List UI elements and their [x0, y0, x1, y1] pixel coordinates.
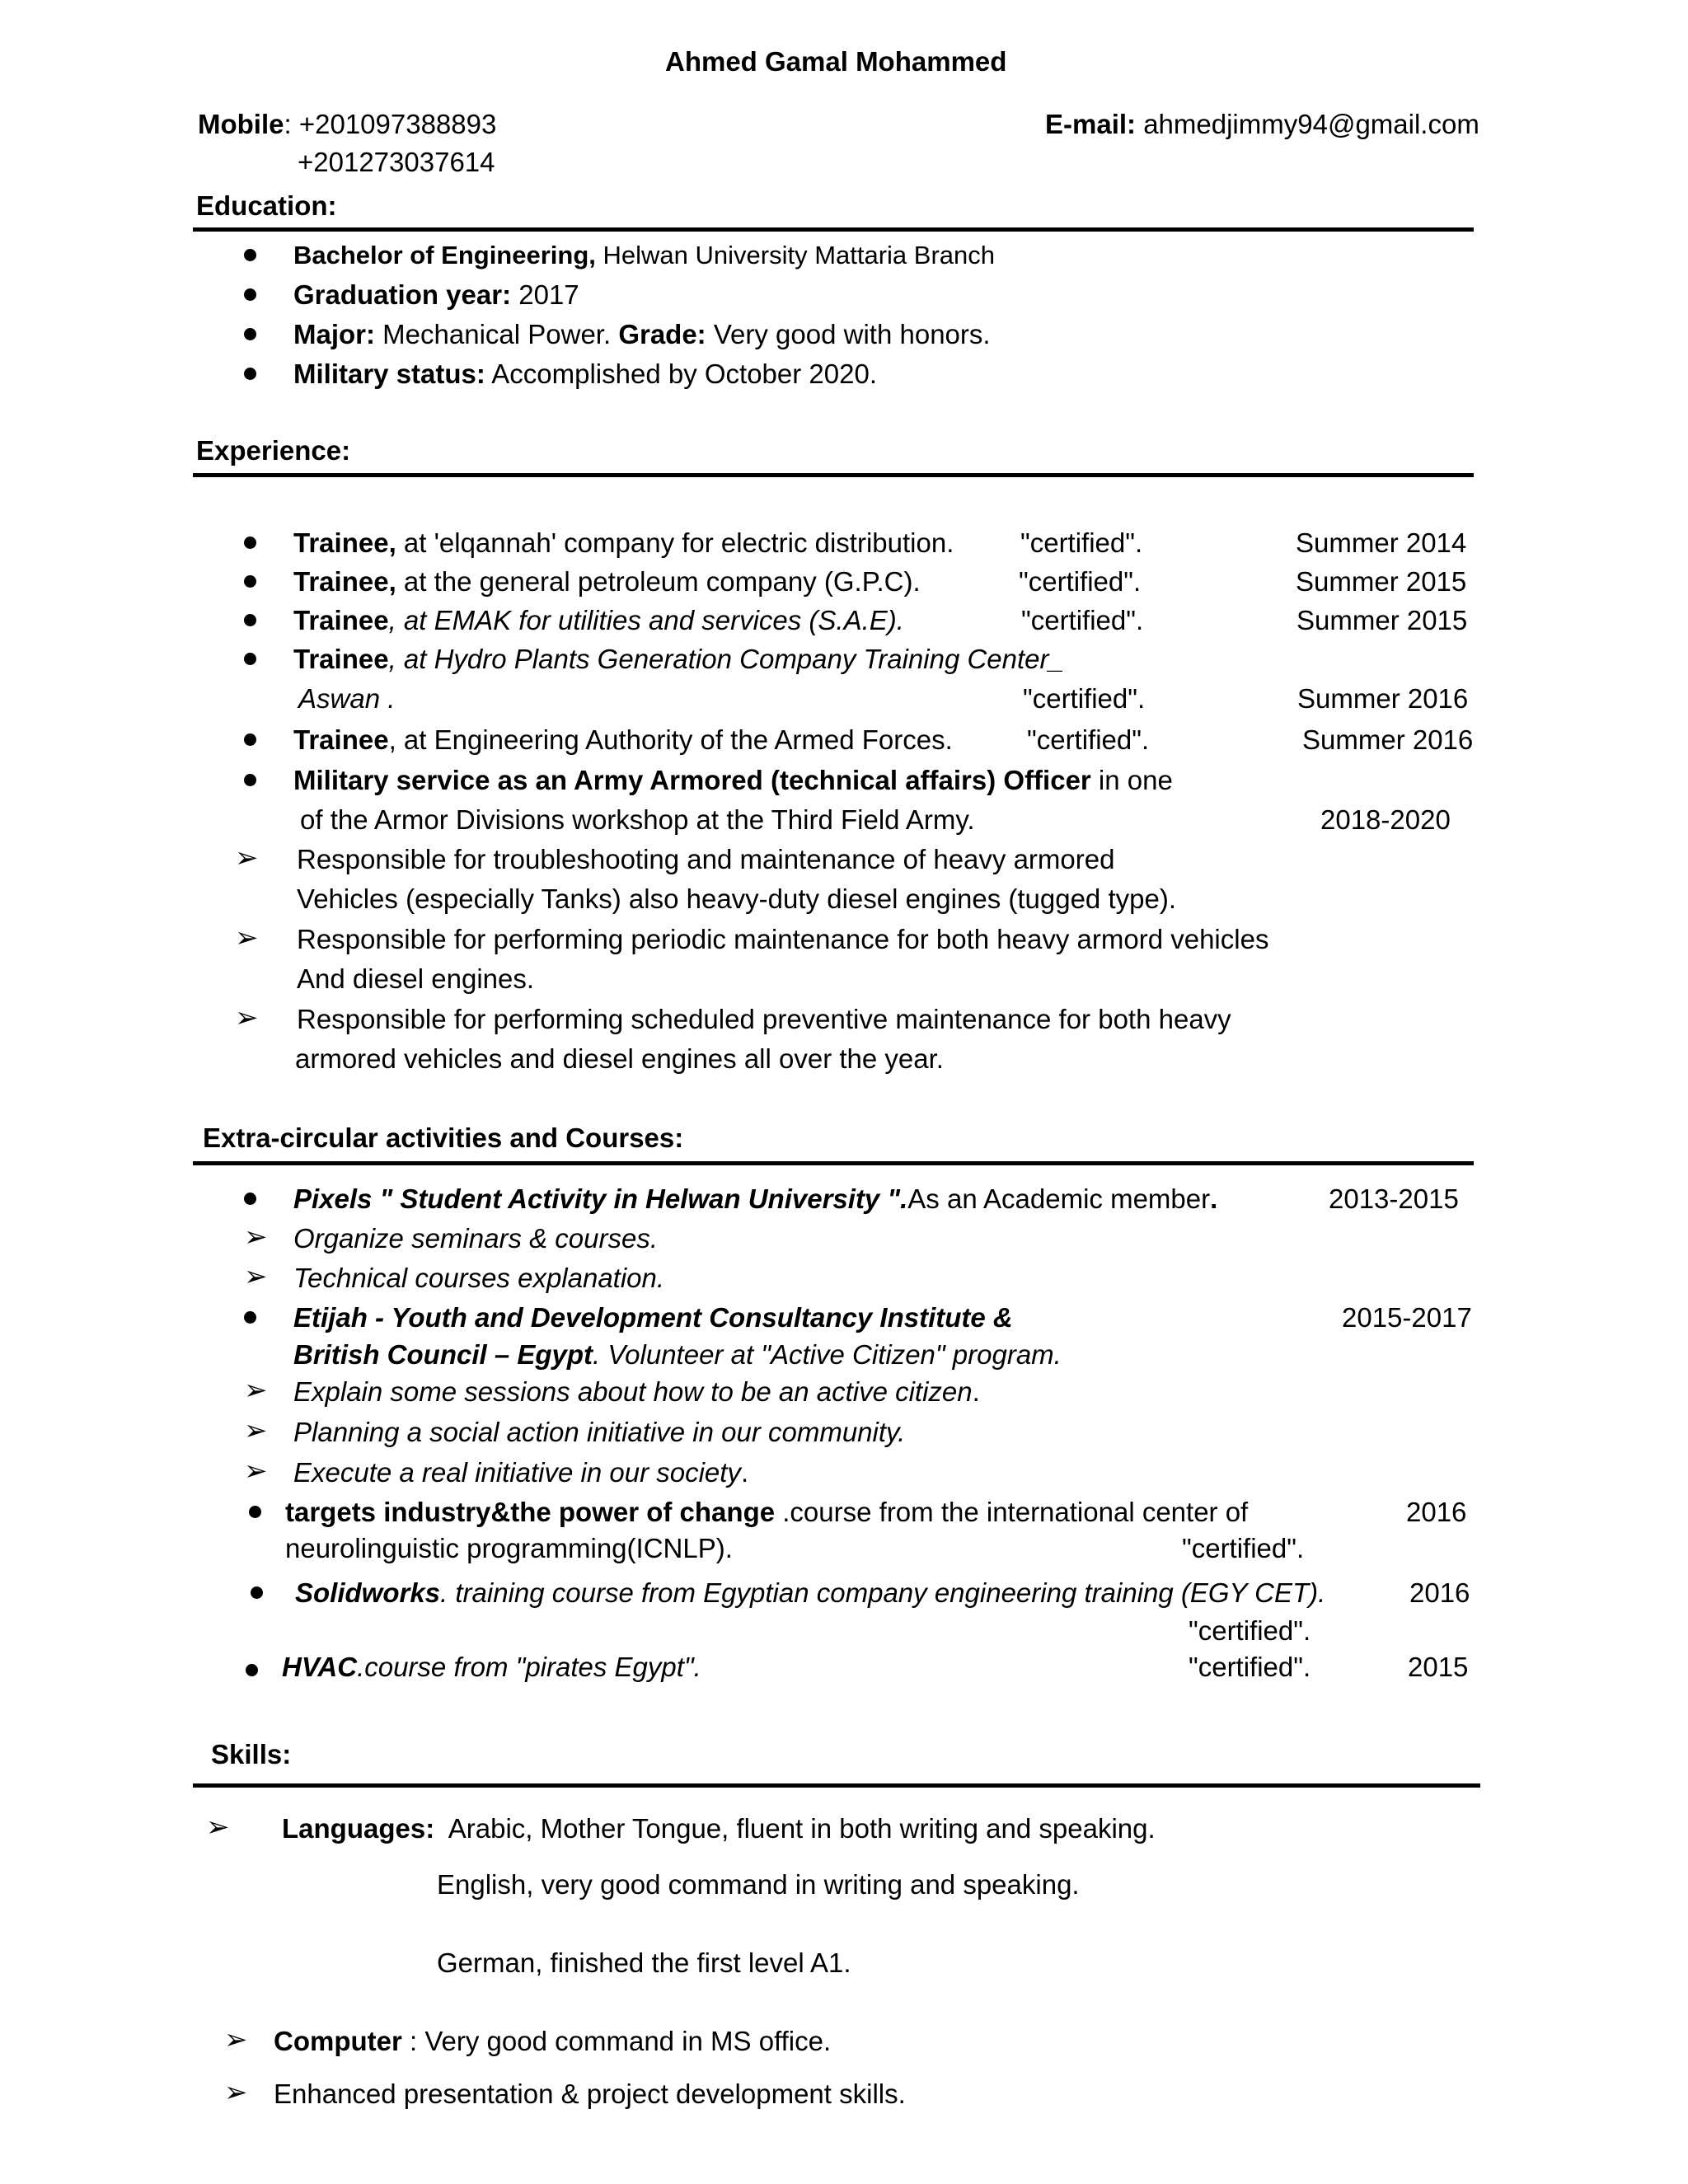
activity-date: 2015-2017 — [1342, 1302, 1472, 1333]
experience-item: Trainee, at the general petroleum company (G.P.C). — [293, 566, 921, 597]
experience-item: Trainee, at Engineering Authority of the Armed Forces. — [293, 724, 953, 755]
duty-line: Responsible for performing scheduled preventive maintenance for both heavy — [297, 1004, 1231, 1034]
bullet-icon — [246, 1664, 258, 1676]
arrow-bullet-icon: ➢ — [224, 2024, 248, 2055]
experience-item-continued: of the Armor Divisions workshop at the Third Field Army. — [300, 804, 975, 835]
candidate-name: Ahmed Gamal Mohammed — [665, 46, 1007, 77]
course-hvac: HVAC.course from "pirates Egypt". — [282, 1652, 701, 1682]
activity-pixels: Pixels " Student Activity in Helwan University ".As an Academic member. — [293, 1183, 1218, 1214]
arrow-bullet-icon: ➢ — [244, 1375, 268, 1406]
mobile-number-2: +201273037614 — [298, 147, 495, 177]
arrow-bullet-icon: ➢ — [244, 1221, 268, 1253]
mobile-number-1: : +201097388893 — [284, 109, 497, 139]
duty-line: Responsible for troubleshooting and maintenance of heavy armored — [297, 844, 1115, 874]
education-graduation-year: Graduation year: 2017 — [293, 279, 579, 310]
skills-languages: Languages: Arabic, Mother Tongue, fluent in both writing and speaking. — [282, 1813, 1156, 1844]
activity-sub-item: Technical courses explanation. — [293, 1263, 665, 1293]
skills-heading: Skills: — [211, 1739, 292, 1769]
activities-heading: Extra-circular activities and Courses: — [203, 1122, 684, 1153]
experience-date: Summer 2015 — [1296, 566, 1467, 597]
activity-sub-item: Execute a real initiative in our society. — [293, 1457, 749, 1488]
activity-sub-item: Explain some sessions about how to be an active citizen. — [293, 1376, 980, 1407]
course-targets-continued: neurolinguistic programming(ICNLP). — [285, 1533, 733, 1563]
bullet-icon — [244, 653, 256, 665]
bullet-icon — [244, 249, 256, 261]
experience-item: Trainee, at EMAK for utilities and services (S.A.E). — [293, 605, 904, 635]
experience-item: Trainee, at Hydro Plants Generation Company Training Center_ — [293, 644, 1064, 674]
activities-divider — [193, 1161, 1474, 1165]
duty-line: Responsible for performing periodic maintenance for both heavy armord vehicles — [297, 924, 1269, 954]
mobile-line — [198, 110, 496, 138]
experience-date: Summer 2015 — [1296, 605, 1468, 635]
arrow-bullet-icon: ➢ — [244, 1415, 268, 1446]
email-line — [1045, 110, 1479, 138]
email-address: ahmedjimmy94@gmail.com — [1136, 109, 1479, 139]
language-item: English, very good command in writing and speaking. — [437, 1869, 1080, 1900]
bullet-icon — [244, 537, 256, 549]
mobile-label: Mobile — [198, 109, 284, 139]
arrow-bullet-icon: ➢ — [244, 1261, 268, 1292]
bullet-icon — [244, 1311, 256, 1324]
bullet-icon — [244, 1193, 256, 1205]
bullet-icon — [244, 614, 256, 626]
education-degree: Bachelor of Engineering, Helwan University Mattaria Branch — [293, 241, 996, 269]
duty-line: Vehicles (especially Tanks) also heavy-duty diesel engines (tugged type). — [297, 883, 1176, 914]
bullet-icon — [244, 774, 256, 786]
bullet-icon — [244, 328, 256, 340]
certified-label: "certified". — [1019, 566, 1142, 597]
bullet-icon — [249, 1506, 261, 1518]
experience-item-continued: Aswan . — [298, 683, 396, 714]
email-label: E-mail: — [1045, 109, 1137, 139]
activity-sub-item: Organize seminars & courses. — [293, 1223, 659, 1254]
arrow-bullet-icon: ➢ — [206, 1811, 230, 1843]
education-heading: Education: — [196, 190, 337, 221]
skills-divider — [193, 1783, 1480, 1788]
skills-presentation: Enhanced presentation & project development skills. — [274, 2079, 906, 2109]
certified-label: "certified". — [1021, 605, 1144, 635]
certified-label: "certified". — [1027, 724, 1150, 755]
activity-sub-item: Planning a social action initiative in our community. — [293, 1417, 906, 1447]
experience-divider — [193, 473, 1474, 477]
duty-line: armored vehicles and diesel engines all over the year. — [295, 1043, 944, 1074]
arrow-bullet-icon: ➢ — [244, 1455, 268, 1487]
experience-date: 2018-2020 — [1320, 804, 1451, 835]
arrow-bullet-icon: ➢ — [235, 922, 259, 954]
certified-label: "certified". — [1189, 1615, 1311, 1646]
certified-label: "certified". — [1189, 1652, 1311, 1682]
certified-label: "certified". — [1182, 1533, 1305, 1563]
activity-etijah: Etijah - Youth and Development Consultancy Institute & — [293, 1302, 1013, 1333]
education-major: Major: Mechanical Power. Grade: Very good with honors. — [293, 319, 991, 349]
activity-etijah-continued: British Council – Egypt. Volunteer at "Active Citizen" program. — [293, 1339, 1062, 1370]
course-solidworks: Solidworks. training course from Egyptian company engineering training (EGY CET). — [295, 1577, 1326, 1608]
course-targets: targets industry&the power of change .course from the international center of — [285, 1497, 1249, 1527]
skills-computer: Computer : Very good command in MS office. — [274, 2026, 832, 2056]
education-military-status: Military status: Accomplished by October 2020. — [293, 359, 877, 389]
activity-date: 2013-2015 — [1329, 1183, 1459, 1214]
experience-military-service: Military service as an Army Armored (technical affairs) Officer in one — [293, 765, 1173, 795]
course-date: 2015 — [1408, 1652, 1469, 1682]
certified-label: "certified". — [1020, 527, 1143, 558]
experience-date: Summer 2016 — [1297, 683, 1469, 714]
education-divider — [193, 227, 1474, 232]
experience-item: Trainee, at 'elqannah' company for electric distribution. — [293, 527, 954, 558]
bullet-icon — [244, 288, 256, 301]
certified-label: "certified". — [1023, 683, 1146, 714]
bullet-icon — [244, 575, 256, 588]
arrow-bullet-icon: ➢ — [235, 1002, 259, 1033]
bullet-icon — [244, 368, 256, 380]
course-date: 2016 — [1409, 1577, 1470, 1608]
arrow-bullet-icon: ➢ — [235, 842, 259, 874]
bullet-icon — [251, 1586, 263, 1599]
experience-date: Summer 2014 — [1296, 527, 1467, 558]
course-date: 2016 — [1406, 1497, 1467, 1527]
bullet-icon — [244, 733, 256, 746]
arrow-bullet-icon: ➢ — [224, 2077, 248, 2108]
duty-line: And diesel engines. — [297, 963, 535, 994]
experience-date: Summer 2016 — [1302, 724, 1474, 755]
experience-heading: Experience: — [196, 435, 351, 466]
language-item: German, finished the first level A1. — [437, 1947, 851, 1978]
